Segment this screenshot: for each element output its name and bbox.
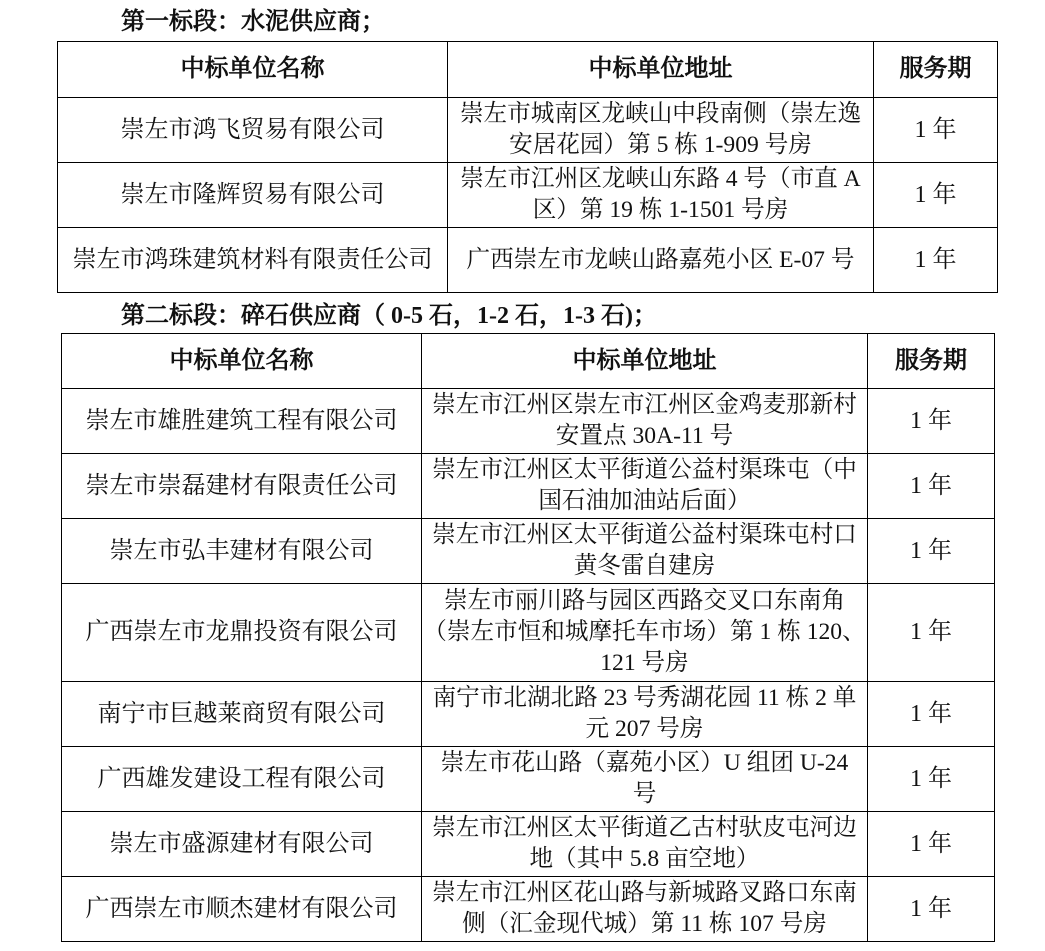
address-line: 崇左市花山路（嘉苑小区）U 组团 U-24 bbox=[440, 750, 849, 776]
company-address-cell bbox=[422, 877, 868, 942]
service-period-cell: 1 年 bbox=[874, 98, 998, 163]
address-line: 121 号房 bbox=[600, 650, 689, 676]
address-line: 崇左市丽川路与园区西路交叉口东南角 bbox=[443, 588, 846, 614]
table-row bbox=[58, 98, 998, 163]
section-2-title: 第二标段：碎石供应商（ 0-5 石，1-2 石，1-3 石)； bbox=[121, 303, 657, 329]
table-row bbox=[58, 228, 998, 293]
table-row bbox=[62, 584, 995, 682]
service-period-cell: 1 年 bbox=[874, 228, 998, 293]
company-name-cell: 广西崇左市顺杰建材有限公司 bbox=[62, 877, 422, 942]
service-period-cell: 1 年 bbox=[868, 682, 995, 747]
address-line: （崇左市恒和城摩托车市场）第 1 栋 120、 bbox=[423, 619, 866, 645]
company-name-cell: 广西雄发建设工程有限公司 bbox=[62, 747, 422, 812]
section-1-title: 第一标段：水泥供应商； bbox=[121, 9, 385, 35]
address-line: 地（其中 5.8 亩空地） bbox=[529, 846, 760, 872]
address-line: 崇左市江州区花山路与新城路叉路口东南 bbox=[432, 880, 857, 906]
service-period-cell: 1 年 bbox=[868, 747, 995, 812]
company-address-cell bbox=[422, 584, 868, 682]
address-line: 号 bbox=[632, 781, 657, 807]
company-address-cell bbox=[448, 163, 874, 228]
address-line: 崇左市江州区太平街道公益村渠珠屯（中 bbox=[432, 457, 857, 483]
address-line: 元 207 号房 bbox=[585, 716, 704, 742]
service-period-cell: 1 年 bbox=[868, 454, 995, 519]
service-period-cell: 1 年 bbox=[868, 584, 995, 682]
company-name-cell: 崇左市弘丰建材有限公司 bbox=[62, 519, 422, 584]
table-header-row bbox=[62, 334, 995, 389]
header-company-name: 中标单位名称 bbox=[58, 42, 448, 98]
service-period-cell: 1 年 bbox=[868, 519, 995, 584]
address-line: 安置点 30A-11 号 bbox=[555, 423, 734, 449]
address-line: 崇左市江州区太平街道公益村渠珠屯村口 bbox=[432, 522, 857, 548]
gravel-supplier-table bbox=[61, 333, 995, 942]
service-period-cell: 1 年 bbox=[868, 812, 995, 877]
header-company-address: 中标单位地址 bbox=[422, 334, 868, 389]
company-name-cell: 崇左市盛源建材有限公司 bbox=[62, 812, 422, 877]
company-name-cell: 南宁市巨越莱商贸有限公司 bbox=[62, 682, 422, 747]
company-address-cell bbox=[422, 682, 868, 747]
cement-supplier-table bbox=[57, 41, 998, 293]
address-line: 崇左市江州区崇左市江州区金鸡麦那新村 bbox=[432, 392, 857, 418]
company-address-cell bbox=[448, 98, 874, 163]
company-name-cell: 崇左市鸿飞贸易有限公司 bbox=[58, 98, 448, 163]
address-line: 区）第 19 栋 1-1501 号房 bbox=[532, 197, 789, 223]
address-line: 南宁市北湖北路 23 号秀湖花园 11 栋 2 单 bbox=[432, 685, 857, 711]
company-name-cell: 崇左市雄胜建筑工程有限公司 bbox=[62, 389, 422, 454]
company-name-cell: 崇左市隆辉贸易有限公司 bbox=[58, 163, 448, 228]
header-company-name: 中标单位名称 bbox=[62, 334, 422, 389]
company-address-cell bbox=[422, 454, 868, 519]
table-row bbox=[62, 812, 995, 877]
company-name-cell: 崇左市鸿珠建筑材料有限责任公司 bbox=[58, 228, 448, 293]
table-row bbox=[62, 747, 995, 812]
company-address-cell bbox=[422, 747, 868, 812]
header-service-period: 服务期 bbox=[874, 42, 998, 98]
company-name-cell: 崇左市崇磊建材有限责任公司 bbox=[62, 454, 422, 519]
address-line: 安居花园）第 5 栋 1-909 号房 bbox=[509, 132, 812, 158]
table-row bbox=[58, 163, 998, 228]
address-line: 国石油加油站后面） bbox=[538, 488, 751, 514]
service-period-cell: 1 年 bbox=[868, 389, 995, 454]
company-address-cell bbox=[448, 228, 874, 293]
table-row bbox=[62, 389, 995, 454]
address-line: 崇左市江州区太平街道乙古村驮皮屯河边 bbox=[432, 815, 857, 841]
address-line: 广西崇左市龙峡山路嘉苑小区 E-07 号 bbox=[466, 246, 855, 273]
company-name-cell: 广西崇左市龙鼎投资有限公司 bbox=[62, 584, 422, 682]
header-service-period: 服务期 bbox=[868, 334, 995, 389]
company-address-cell bbox=[422, 519, 868, 584]
address-line: 侧（汇金现代城）第 11 栋 107 号房 bbox=[462, 911, 827, 937]
address-line: 崇左市江州区龙峡山东路 4 号（市直 A bbox=[460, 166, 861, 192]
company-address-cell bbox=[422, 812, 868, 877]
table-row bbox=[62, 682, 995, 747]
service-period-cell: 1 年 bbox=[868, 877, 995, 942]
table-row bbox=[62, 454, 995, 519]
company-address-cell bbox=[422, 389, 868, 454]
header-company-address: 中标单位地址 bbox=[448, 42, 874, 98]
service-period-cell: 1 年 bbox=[874, 163, 998, 228]
table-row bbox=[62, 877, 995, 942]
address-line: 黄冬雷自建房 bbox=[573, 553, 716, 579]
table-row bbox=[62, 519, 995, 584]
address-line: 崇左市城南区龙峡山中段南侧（崇左逸 bbox=[459, 101, 862, 127]
table-header-row bbox=[58, 42, 998, 98]
